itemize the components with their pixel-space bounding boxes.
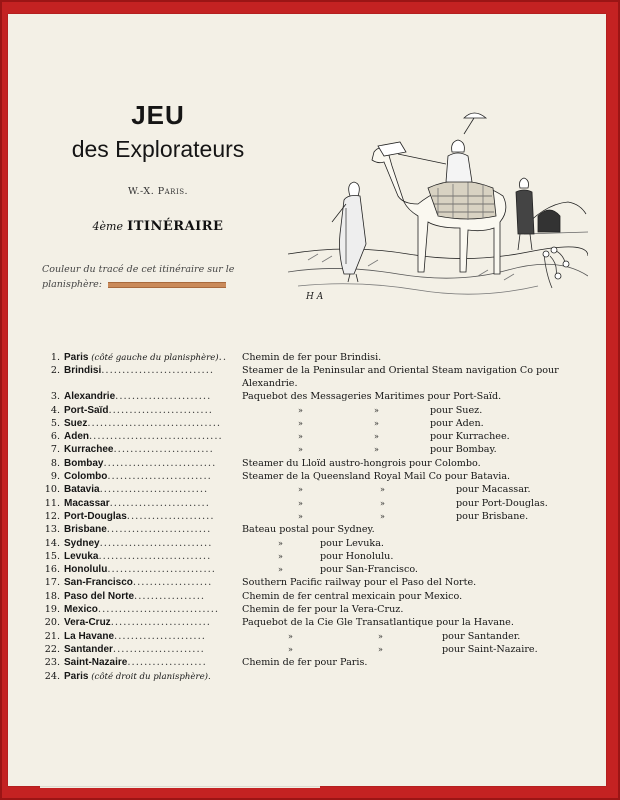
route-transport: Bateau postal pour Sydney. <box>242 524 375 536</box>
colour-label-line1: Couleur du tracé de cet itinéraire sur le <box>42 264 235 275</box>
ditto-mark: » <box>374 418 379 428</box>
route-row <box>38 417 598 430</box>
ditto-mark: » <box>378 644 383 654</box>
route-place <box>64 616 270 629</box>
illustrator-signature: H A <box>306 292 324 302</box>
route-number: 19. <box>44 604 60 616</box>
leader-dots: .......................... <box>107 564 216 576</box>
route-number: 13. <box>44 524 60 536</box>
leader-dots: ............................. <box>97 604 220 616</box>
route-number: 22. <box>44 643 60 655</box>
route-number: 3. <box>50 391 60 403</box>
route-place <box>64 364 270 377</box>
place-name: Port-Saïd <box>64 404 109 416</box>
place-name: Honolulu <box>64 564 108 576</box>
leader-dots: ...................... <box>114 630 206 642</box>
route-row <box>38 670 598 683</box>
place-name: Mexico <box>64 604 98 616</box>
route-number: 10. <box>44 484 60 496</box>
ditto-mark: » <box>298 432 303 442</box>
place-name: Sydney <box>64 537 100 549</box>
leader-dots: .......................... <box>99 484 209 496</box>
route-number: 15. <box>44 550 60 562</box>
route-transport: pour Levuka. <box>320 537 384 549</box>
leader-dots: ...................... <box>112 643 205 655</box>
place-name: Colombo <box>64 471 108 483</box>
route-place <box>64 483 270 496</box>
route-transport: pour Honolulu. <box>320 550 394 562</box>
route-row <box>38 630 598 643</box>
ditto-mark: » <box>288 631 293 641</box>
route-number: 6. <box>50 431 60 443</box>
leader-dots: ................. <box>134 590 206 602</box>
route-row <box>38 351 598 364</box>
place-name: Vera-Cruz <box>64 617 111 629</box>
route-number: 2. <box>50 365 60 377</box>
publisher: W.-X. Paris. <box>127 186 189 197</box>
route-place <box>64 537 270 550</box>
game-title: JEU <box>131 100 185 130</box>
route-place <box>64 443 270 456</box>
route-transport: pour Suez. <box>430 404 483 416</box>
place-name: Brindisi <box>64 365 102 377</box>
route-transport: pour Kurrachee. <box>430 431 510 443</box>
place-name: Paris <box>64 670 89 682</box>
place-name: Suez <box>64 417 88 429</box>
leader-dots: .. <box>218 352 227 363</box>
ditto-mark: » <box>378 631 383 641</box>
route-transport: pour Port-Douglas. <box>456 497 548 509</box>
route-row <box>38 537 598 550</box>
place-note: (côté droit du planisphère). <box>88 671 211 682</box>
itinerary-number: 4ème <box>92 220 123 233</box>
route-row <box>38 443 598 456</box>
ditto-mark: » <box>380 498 385 508</box>
place-name: Santander <box>64 643 113 655</box>
route-row <box>38 390 598 403</box>
place-name: Paris <box>64 352 89 363</box>
route-transport: pour Macassar. <box>456 484 531 496</box>
ditto-mark: » <box>288 644 293 654</box>
place-name: Bombay <box>64 457 104 469</box>
route-place <box>64 563 270 576</box>
route-number: 14. <box>44 537 60 549</box>
route-place <box>64 630 270 643</box>
route-number: 12. <box>44 510 60 522</box>
route-place <box>64 523 270 536</box>
place-name: Batavia <box>64 484 100 496</box>
ditto-mark: » <box>380 511 385 521</box>
itinerary-heading <box>8 219 308 234</box>
route-row <box>38 576 598 589</box>
place-name: Port-Douglas <box>64 510 127 522</box>
route-transport: Chemin de fer pour Paris. <box>242 657 368 669</box>
leader-dots: ..................... <box>126 510 215 522</box>
place-name: Saint-Nazaire <box>64 657 128 669</box>
leader-dots: ......................... <box>106 524 212 536</box>
leader-dots: ......................... <box>107 471 212 483</box>
route-transport: pour Santander. <box>442 630 521 642</box>
leader-dots: ........................ <box>110 617 211 629</box>
camel-caravan-illustration <box>288 104 588 314</box>
route-row <box>38 590 598 603</box>
leader-dots: ........................... <box>98 550 212 562</box>
route-place <box>64 430 270 443</box>
route-transport: pour San-Francisco. <box>320 564 418 576</box>
colour-label-line2: planisphère: <box>42 279 103 290</box>
route-place <box>64 590 270 603</box>
route-transport: Chemin de fer pour Brindisi. <box>242 352 382 363</box>
route-row <box>38 656 598 669</box>
route-number: 16. <box>44 564 60 576</box>
route-place <box>64 576 270 589</box>
place-note: (côté gauche du planisphère) <box>88 353 219 363</box>
route-row <box>38 404 598 417</box>
ditto-mark: » <box>298 445 303 455</box>
ditto-mark: » <box>374 432 379 442</box>
route-number: 11. <box>44 497 60 509</box>
leader-dots: ......................... <box>108 404 213 416</box>
leader-dots: ................................ <box>87 417 222 429</box>
ditto-mark: » <box>374 445 379 455</box>
route-number: 4. <box>50 404 60 416</box>
route-colour-legend <box>42 262 282 292</box>
route-place <box>64 497 270 510</box>
leader-dots: ........................... <box>103 457 217 469</box>
route-transport: Chemin de fer central mexicain pour Mexico. <box>242 590 463 602</box>
ditto-mark: » <box>298 418 303 428</box>
ditto-mark: » <box>380 485 385 495</box>
route-transport: Paquebot des Messageries Maritimes pour Port-Saïd. <box>242 391 502 403</box>
route-place <box>64 404 270 417</box>
place-name: Alexandrie <box>64 391 116 403</box>
ditto-mark: » <box>298 498 303 508</box>
route-row <box>38 523 598 536</box>
route-number: 8. <box>50 457 60 469</box>
ditto-mark: » <box>278 538 283 548</box>
route-place <box>64 470 270 483</box>
route-row <box>38 616 598 629</box>
route-number: 7. <box>50 444 60 456</box>
route-row <box>38 550 598 563</box>
route-transport: pour Brisbane. <box>456 510 529 522</box>
document-sheet <box>8 14 606 786</box>
leader-dots: ........................ <box>109 497 210 509</box>
route-number: 21. <box>44 630 60 642</box>
leader-dots: ........................ <box>113 444 214 456</box>
route-row <box>38 510 598 523</box>
ditto-mark: » <box>298 405 303 415</box>
route-transport: Southern Pacific railway pour el Paso del Norte. <box>242 577 477 589</box>
route-colour-swatch <box>108 282 226 288</box>
route-row <box>38 470 598 483</box>
place-name: Macassar <box>64 497 110 509</box>
route-number: 5. <box>50 417 60 429</box>
route-place <box>64 351 270 365</box>
route-row <box>38 457 598 470</box>
place-name: San-Francisco <box>64 577 133 589</box>
route-number: 1. <box>50 352 60 363</box>
ditto-mark: » <box>278 565 283 575</box>
route-place <box>64 656 270 669</box>
route-place <box>64 457 270 470</box>
ditto-mark: » <box>298 511 303 521</box>
place-name: Levuka <box>64 550 99 562</box>
place-name: Brisbane <box>64 524 107 536</box>
route-place <box>64 643 270 656</box>
route-place <box>64 550 270 563</box>
leader-dots: ................... <box>127 657 207 669</box>
leader-dots: ........................... <box>99 537 213 549</box>
route-transport: pour Saint-Nazaire. <box>442 643 538 655</box>
route-transport: pour Bombay. <box>430 444 497 456</box>
route-transport: Steamer du Lloïd austro-hongrois pour Colombo. <box>242 457 481 469</box>
route-number: 20. <box>44 617 60 629</box>
route-place <box>64 670 270 684</box>
route-number: 24. <box>44 670 60 682</box>
route-number: 9. <box>50 471 60 483</box>
route-transport: Steamer de la Queensland Royal Mail Co pour Batavia. <box>242 471 511 483</box>
route-row <box>38 563 598 576</box>
place-name: Paso del Norte <box>64 590 135 602</box>
route-place <box>64 603 270 616</box>
route-row <box>38 603 598 616</box>
route-row <box>38 643 598 656</box>
route-list <box>38 351 598 683</box>
route-number: 18. <box>44 590 60 602</box>
leader-dots: ................... <box>132 577 213 589</box>
place-name: Kurrachee <box>64 444 114 456</box>
ditto-mark: » <box>278 551 283 561</box>
route-row <box>38 483 598 496</box>
route-number: 17. <box>44 577 60 589</box>
route-transport: Steamer de la Peninsular and Oriental Steam navigation Co pour Alexandrie. <box>242 365 559 390</box>
place-name: Aden <box>64 431 89 443</box>
itinerary-word: ITINÉRAIRE <box>127 219 224 234</box>
route-row <box>38 364 598 390</box>
route-place <box>64 390 270 403</box>
leader-dots: ........................... <box>101 365 215 377</box>
route-place <box>64 510 270 523</box>
route-transport: pour Aden. <box>430 417 484 429</box>
leader-dots: ................................ <box>89 431 223 443</box>
place-name: La Havane <box>64 630 115 642</box>
route-transport: Paquebot de la Cie Gle Transatlantique pour la Havane. <box>242 617 514 629</box>
leader-dots: ....................... <box>115 391 212 403</box>
ditto-mark: » <box>298 485 303 495</box>
route-transport: Chemin de fer pour la Vera-Cruz. <box>242 604 404 616</box>
route-row <box>38 497 598 510</box>
game-subtitle: des Explorateurs <box>71 136 245 162</box>
route-number: 23. <box>44 657 60 669</box>
ditto-mark: » <box>374 405 379 415</box>
route-place <box>64 417 270 430</box>
route-row <box>38 430 598 443</box>
